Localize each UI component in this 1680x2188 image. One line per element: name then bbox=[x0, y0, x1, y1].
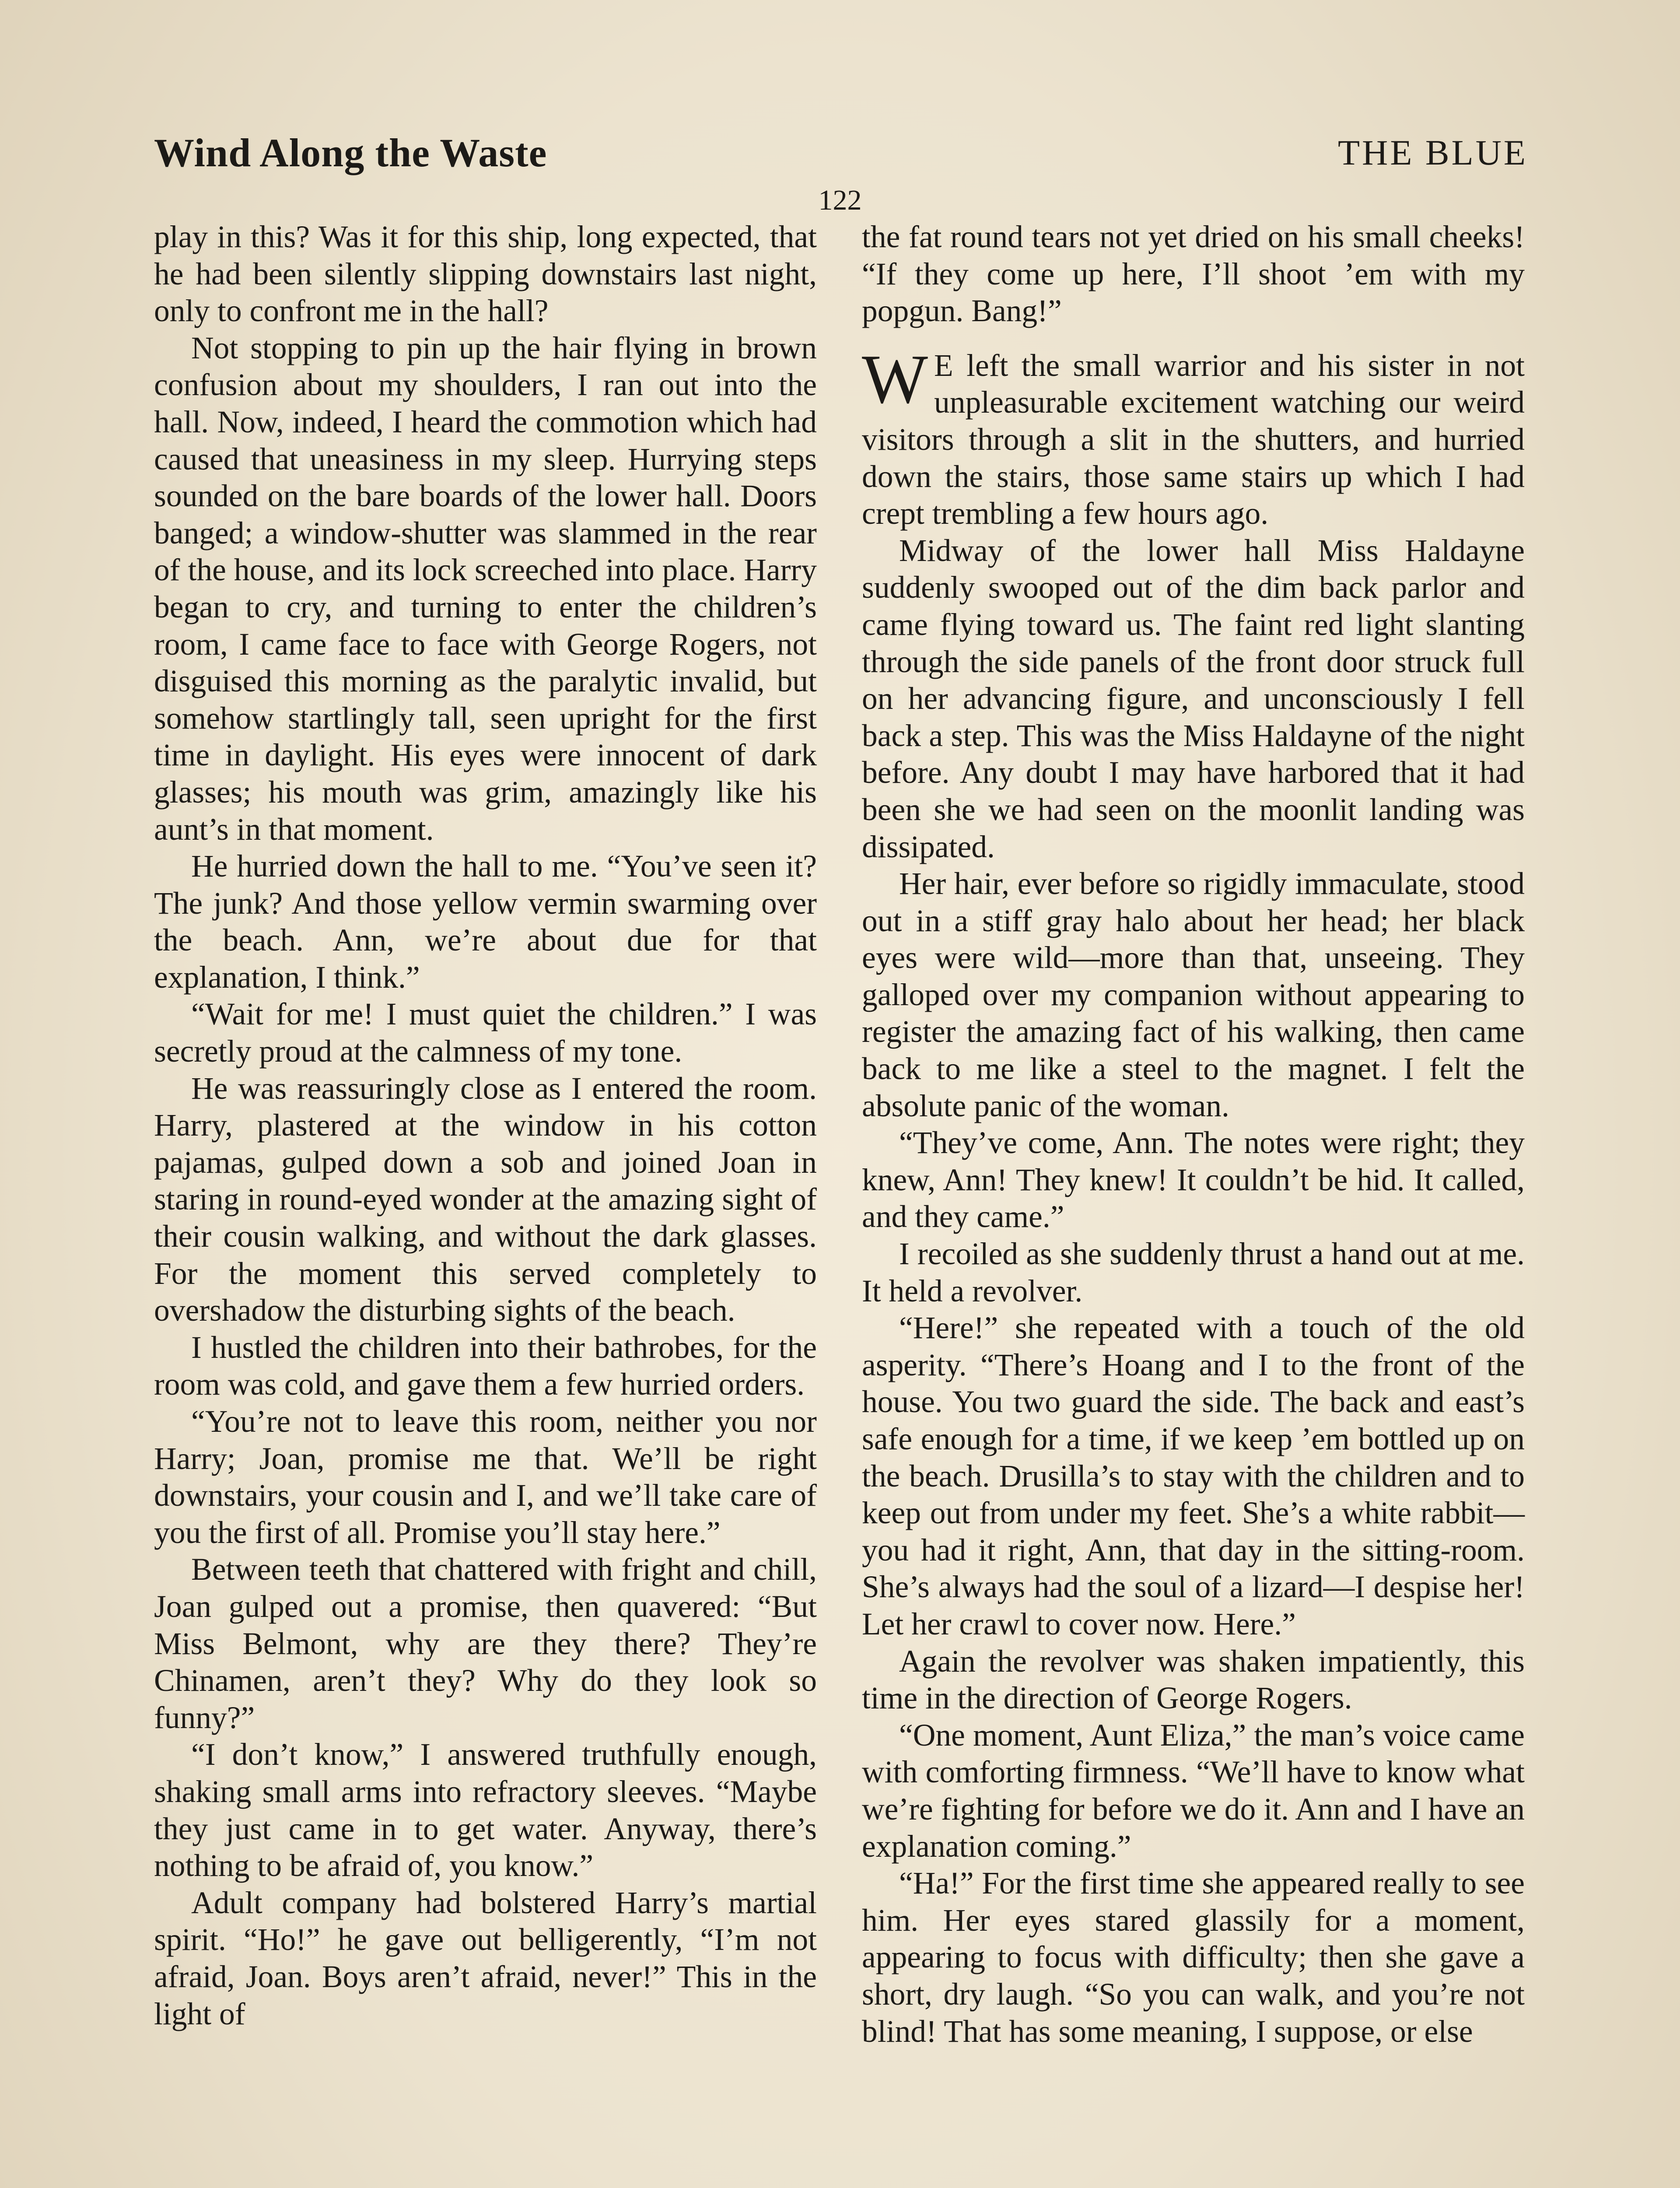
paragraph: Between teeth that chattered with fright and chill, Joan gulped out a promise, then quavered: “But Miss Belmont, why are they there? They’re Chinamen, aren’t they? Why do they look so funny?” bbox=[154, 1552, 817, 1735]
paragraph: “They’ve come, Ann. The notes were right; they knew, Ann! They knew! It couldn’t be hid. It called, and they came.” bbox=[862, 1126, 1525, 1234]
paragraph: Adult company had bolstered Harry’s martial spirit. “Ho!” he gave out belligerently, “I’m not afraid, Joan. Boys aren’t afraid, never!” This in the light of bbox=[154, 1885, 817, 2031]
paragraph: I hustled the children into their bathrobes, for the room was cold, and gave them a few hurried orders. bbox=[154, 1330, 817, 1402]
paragraph: “I don’t know,” I answered truthfully enough, shaking small arms into refractory sleeves. “Maybe they just came in to get water. Anyway, there’s nothing to be afraid of, you know.” bbox=[154, 1737, 817, 1883]
magazine-name: THE BLUE bbox=[1338, 133, 1528, 172]
right-column bbox=[862, 219, 1525, 2050]
drop-cap: W bbox=[862, 340, 928, 418]
left-column bbox=[154, 219, 817, 2033]
paragraph: “One moment, Aunt Eliza,” the man’s voice came with comforting firmness. “We’ll have to know what we’re fighting for before we do it. Ann and I have an explanation coming.” bbox=[862, 1718, 1525, 1864]
paragraph: “Wait for me! I must quiet the children.” I was secretly proud at the calmness of my tone. bbox=[154, 997, 817, 1069]
paragraph: “Here!” she repeated with a touch of the old asperity. “There’s Hoang and I to the front of the house. You two guard the side. The back and east’s safe enough for a time, if we keep ’em bottled up on the beach. Drusilla’s to stay with the children and to keep out from under my feet. She’s a white rabbit—you had it right, Ann, that day in the sitting-room. She’s always had the soul of a lizard—I despise her! Let her crawl to cover now. Here.” bbox=[862, 1311, 1525, 1641]
paragraph: Again the revolver was shaken impatiently, this time in the direction of George Rogers. bbox=[862, 1644, 1525, 1716]
paragraph: the fat round tears not yet dried on his small cheeks! “If they come up here, I’ll shoot ’em with my popgun. Bang!” bbox=[862, 220, 1525, 329]
section-opening-paragraph bbox=[862, 340, 1525, 533]
paragraph: “You’re not to leave this room, neither you nor Harry; Joan, promise me that. We’ll be right downstairs, your cousin and I, and we’ll take care of you the first of all. Promise you’ll stay here.” bbox=[154, 1404, 817, 1550]
paragraph: “Ha!” For the first time she appeared really to see him. Her eyes stared glassily for a moment, appearing to focus with difficulty; then she gave a short, dry laugh. “So you can walk, and you’re not blind! That has some meaning, I suppose, or else bbox=[862, 1866, 1525, 2049]
paragraph: Her hair, ever before so rigidly immaculate, stood out in a stiff gray halo about her head; her black eyes were wild—more than that, unseeing. They galloped over my companion without appearing to register the amazing fact of his walking, then came back to me like a steel to the magnet. I felt the absolute panic of the woman. bbox=[862, 866, 1525, 1123]
paragraph-text: E left the small warrior and his sister in not unpleasurable excitement watching our weird visitors through a slit in the shutters, and hurried down the stairs, those same stairs up which I had crept trembling a few hours ago. bbox=[862, 348, 1525, 531]
paragraph: He was reassuringly close as I entered the room. Harry, plastered at the window in his cotton pajamas, gulped down a sob and joined Joan in staring in round-eyed wonder at the amazing sight of their cousin walking, and without the dark glasses. For the moment this served completely to overshadow the disturbing sights of the beach. bbox=[154, 1071, 817, 1328]
paragraph: I recoiled as she suddenly thrust a hand out at me. It held a revolver. bbox=[862, 1237, 1525, 1308]
paragraph: Not stopping to pin up the hair flying in brown confusion about my shoulders, I ran out into the hall. Now, indeed, I heard the commotion which had caused that uneasiness in my sleep. Hurrying steps sounded on the bare boards of the lower hall. Doors banged; a window-shutter was slammed in the rear of the house, and its lock screeched into place. Harry began to cry, and turning to enter the children’s room, I came face to face with George Rogers, not disguised this morning as the paralytic invalid, but somehow startlingly tall, seen upright for the first time in daylight. His eyes were innocent of dark glasses; his mouth was grim, amazingly like his aunt’s in that moment. bbox=[154, 330, 817, 847]
running-title: Wind Along the Waste bbox=[154, 130, 547, 175]
page-number: 122 bbox=[818, 184, 862, 216]
paragraph: He hurried down the hall to me. “You’ve seen it? The junk? And those yellow vermin swarming over the beach. Ann, we’re about due for that explanation, I think.” bbox=[154, 849, 817, 995]
paragraph: Midway of the lower hall Miss Haldayne suddenly swooped out of the dim back parlor and came flying toward us. The faint red light slanting through the side panels of the front door struck full on her advancing figure, and unconsciously I fell back a step. This was the Miss Haldayne of the night before. Any doubt I may have harbored that it had been she we had seen on the moonlit landing was dissipated. bbox=[862, 533, 1525, 864]
paragraph: play in this? Was it for this ship, long expected, that he had been silently slipping downstairs last night, only to confront me in the hall? bbox=[154, 220, 817, 329]
